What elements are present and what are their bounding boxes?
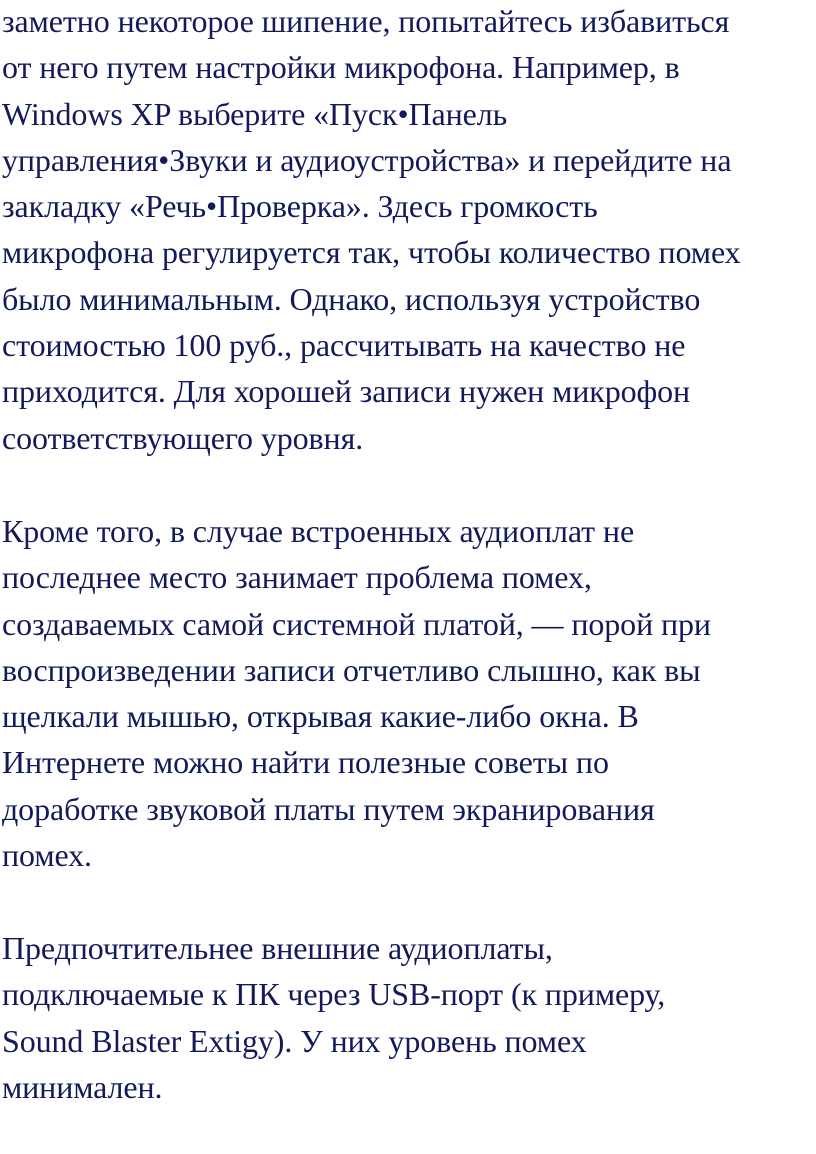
text-line: щелкали мышью, открывая какие-либо окна. В (2, 698, 639, 735)
paragraph-external-usb-audio (2, 925, 665, 1110)
paragraph-microphone-noise (2, 0, 741, 461)
text-line: Предпочтительнее внешние аудиоплаты, (2, 930, 553, 966)
text-line: микрофона регулируется так, чтобы количество помех (2, 234, 741, 271)
text-line: Windows XP выберите «Пуск•Панель (2, 95, 508, 132)
text-line: минимален. (2, 1068, 163, 1105)
text-line: соответствующего уровня. (2, 419, 364, 456)
text-line: было минимальным. Однако, используя устройство (2, 280, 701, 317)
text-line: закладку «Речь•Проверка». Здесь громкость (2, 188, 598, 225)
text-line: доработке звуковой платы путем экранирования (2, 790, 655, 827)
text-line: Интернете можно найти полезные советы по (2, 744, 609, 781)
text-line: Кроме того, в случае встроенных аудиоплат не (2, 513, 635, 549)
text-line: от него путем настройки микрофона. Например, в (2, 49, 680, 86)
text-line: стоимостью 100 руб., рассчитывать на качество не (2, 327, 686, 364)
text-line: создаваемых самой системной платой, — порой при (2, 605, 711, 642)
paragraph-builtin-audio-interference (2, 508, 711, 878)
text-line: последнее место занимает проблема помех, (2, 559, 592, 596)
text-line: управления•Звуки и аудиоустройства» и перейдите на (2, 141, 732, 178)
text-line: заметно некоторое шипение, попытайтесь избавиться (2, 3, 730, 39)
text-line: воспроизведении записи отчетливо слышно, как вы (2, 651, 701, 688)
text-line: Sound Blaster Extigy). У них уровень помех (2, 1022, 587, 1059)
text-line: приходится. Для хорошей записи нужен микрофон (2, 373, 691, 410)
text-line: подключаемые к ПК через USB-порт (к примеру, (2, 976, 666, 1013)
text-line: помех. (2, 837, 92, 874)
